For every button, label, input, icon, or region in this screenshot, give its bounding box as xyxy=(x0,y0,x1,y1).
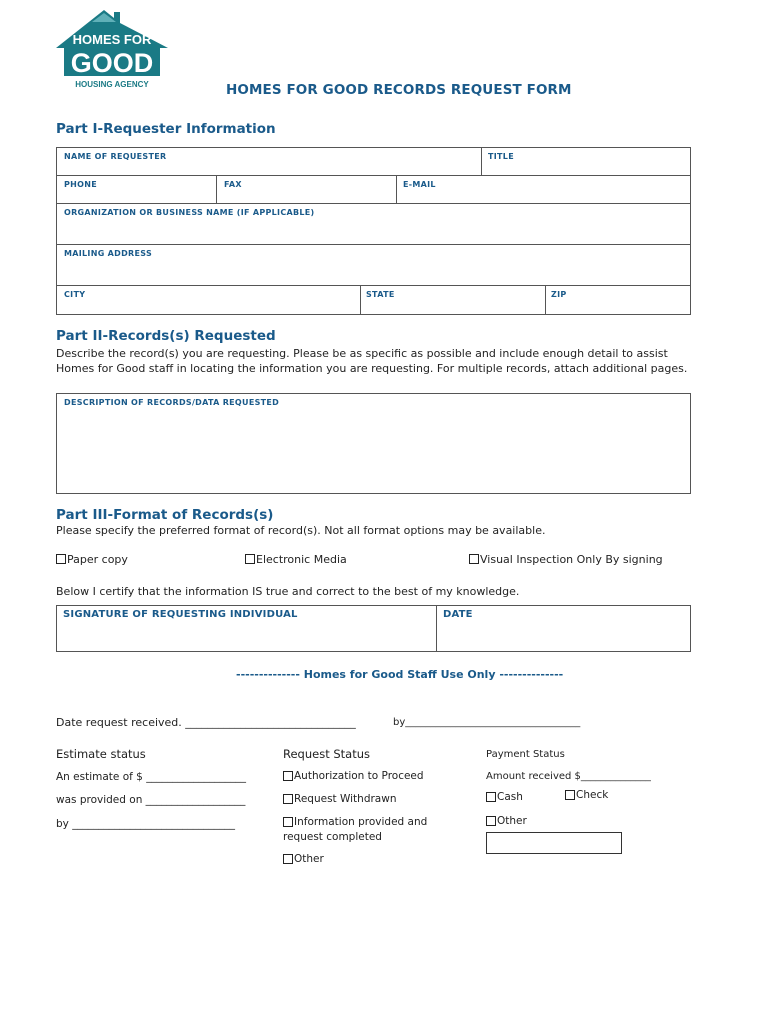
electronic-media-checkbox[interactable] xyxy=(245,554,255,564)
payment-status-heading: Payment Status xyxy=(486,749,565,760)
logo-text-1: HOMES FOR xyxy=(72,32,152,47)
paper-copy-label: Paper copy xyxy=(67,553,128,566)
check-checkbox[interactable] xyxy=(565,790,575,800)
payment-other-input[interactable] xyxy=(486,832,622,854)
logo-text-2: GOOD xyxy=(70,48,154,78)
estimate-amount-line[interactable]: An estimate of $ ___________________ xyxy=(56,771,246,783)
fax-field[interactable]: FAX xyxy=(224,180,242,189)
electronic-media-option[interactable] xyxy=(245,553,347,566)
request-status-heading: Request Status xyxy=(283,747,371,761)
address-field[interactable]: MAILING ADDRESS xyxy=(64,249,153,258)
cash-label: Cash xyxy=(497,791,523,803)
paper-copy-option[interactable] xyxy=(56,553,128,566)
part2-heading: Part II-Records(s) Requested xyxy=(56,328,276,344)
part2-instructions-1: Describe the record(s) you are requesting. Please be as specific as possible and include enough detail to assist xyxy=(56,347,668,360)
paper-copy-checkbox[interactable] xyxy=(56,554,66,564)
completed-option[interactable] xyxy=(283,816,427,829)
city-field[interactable]: CITY xyxy=(64,290,86,299)
authorization-checkbox[interactable] xyxy=(283,771,293,781)
date-received-line[interactable]: Date request received. _______________________________ xyxy=(56,716,356,729)
description-label: DESCRIPTION OF RECORDS/DATA REQUESTED xyxy=(64,398,280,407)
visual-inspection-checkbox[interactable] xyxy=(469,554,479,564)
request-other-label: Other xyxy=(294,853,324,865)
certify-text: Below I certify that the information IS true and correct to the best of my knowledge. xyxy=(56,585,520,598)
authorization-option[interactable] xyxy=(283,770,424,783)
description-field[interactable] xyxy=(56,393,691,494)
received-by-line[interactable]: by___________________________________ xyxy=(393,717,581,728)
check-label: Check xyxy=(576,789,609,801)
visual-inspection-label: Visual Inspection Only By signing xyxy=(480,553,663,566)
electronic-media-label: Electronic Media xyxy=(256,553,347,566)
payment-other-label: Other xyxy=(497,815,527,827)
name-field[interactable]: NAME OF REQUESTER xyxy=(64,152,167,161)
title-field[interactable]: TITLE xyxy=(488,152,514,161)
cash-option[interactable] xyxy=(486,791,523,804)
organization-field[interactable]: ORGANIZATION OR BUSINESS NAME (IF APPLICABLE) xyxy=(64,208,315,217)
completed-checkbox[interactable] xyxy=(283,817,293,827)
visual-inspection-option[interactable] xyxy=(469,553,663,566)
part3-instructions: Please specify the preferred format of record(s). Not all format options may be available. xyxy=(56,524,546,537)
email-field[interactable]: E-MAIL xyxy=(403,180,436,189)
date-field[interactable]: DATE xyxy=(443,609,473,620)
estimate-date-line[interactable]: was provided on ___________________ xyxy=(56,794,246,806)
authorization-label: Authorization to Proceed xyxy=(294,770,424,782)
form-title: HOMES FOR GOOD RECORDS REQUEST FORM xyxy=(226,82,572,98)
request-other-checkbox[interactable] xyxy=(283,854,293,864)
payment-other-checkbox[interactable] xyxy=(486,816,496,826)
payment-other-option[interactable] xyxy=(486,815,527,828)
amount-received-line[interactable]: Amount received $______________ xyxy=(486,771,651,782)
part1-heading: Part I-Requester Information xyxy=(56,121,276,137)
part3-heading: Part III-Format of Records(s) xyxy=(56,507,274,523)
part2-instructions-2: Homes for Good staff in locating the information you are requesting. For multiple records, attach additional pages. xyxy=(56,362,688,375)
check-option[interactable] xyxy=(565,789,608,802)
zip-field[interactable]: ZIP xyxy=(551,290,567,299)
completed-label: Information provided and xyxy=(294,816,428,828)
phone-field[interactable]: PHONE xyxy=(64,180,98,189)
signature-field[interactable]: SIGNATURE OF REQUESTING INDIVIDUAL xyxy=(63,609,298,620)
withdrawn-checkbox[interactable] xyxy=(283,794,293,804)
estimate-status-heading: Estimate status xyxy=(56,747,146,761)
logo-text-3: HOUSING AGENCY xyxy=(75,80,149,89)
estimate-by-line[interactable]: by _______________________________ xyxy=(56,818,235,830)
staff-use-heading: -------------- Homes for Good Staff Use Only -------------- xyxy=(236,668,564,681)
state-field[interactable]: STATE xyxy=(366,290,395,299)
cash-checkbox[interactable] xyxy=(486,792,496,802)
withdrawn-option[interactable] xyxy=(283,793,397,806)
withdrawn-label: Request Withdrawn xyxy=(294,793,397,805)
completed-label-2: request completed xyxy=(283,831,382,843)
homes-for-good-logo xyxy=(56,10,168,90)
request-other-option[interactable] xyxy=(283,853,324,866)
